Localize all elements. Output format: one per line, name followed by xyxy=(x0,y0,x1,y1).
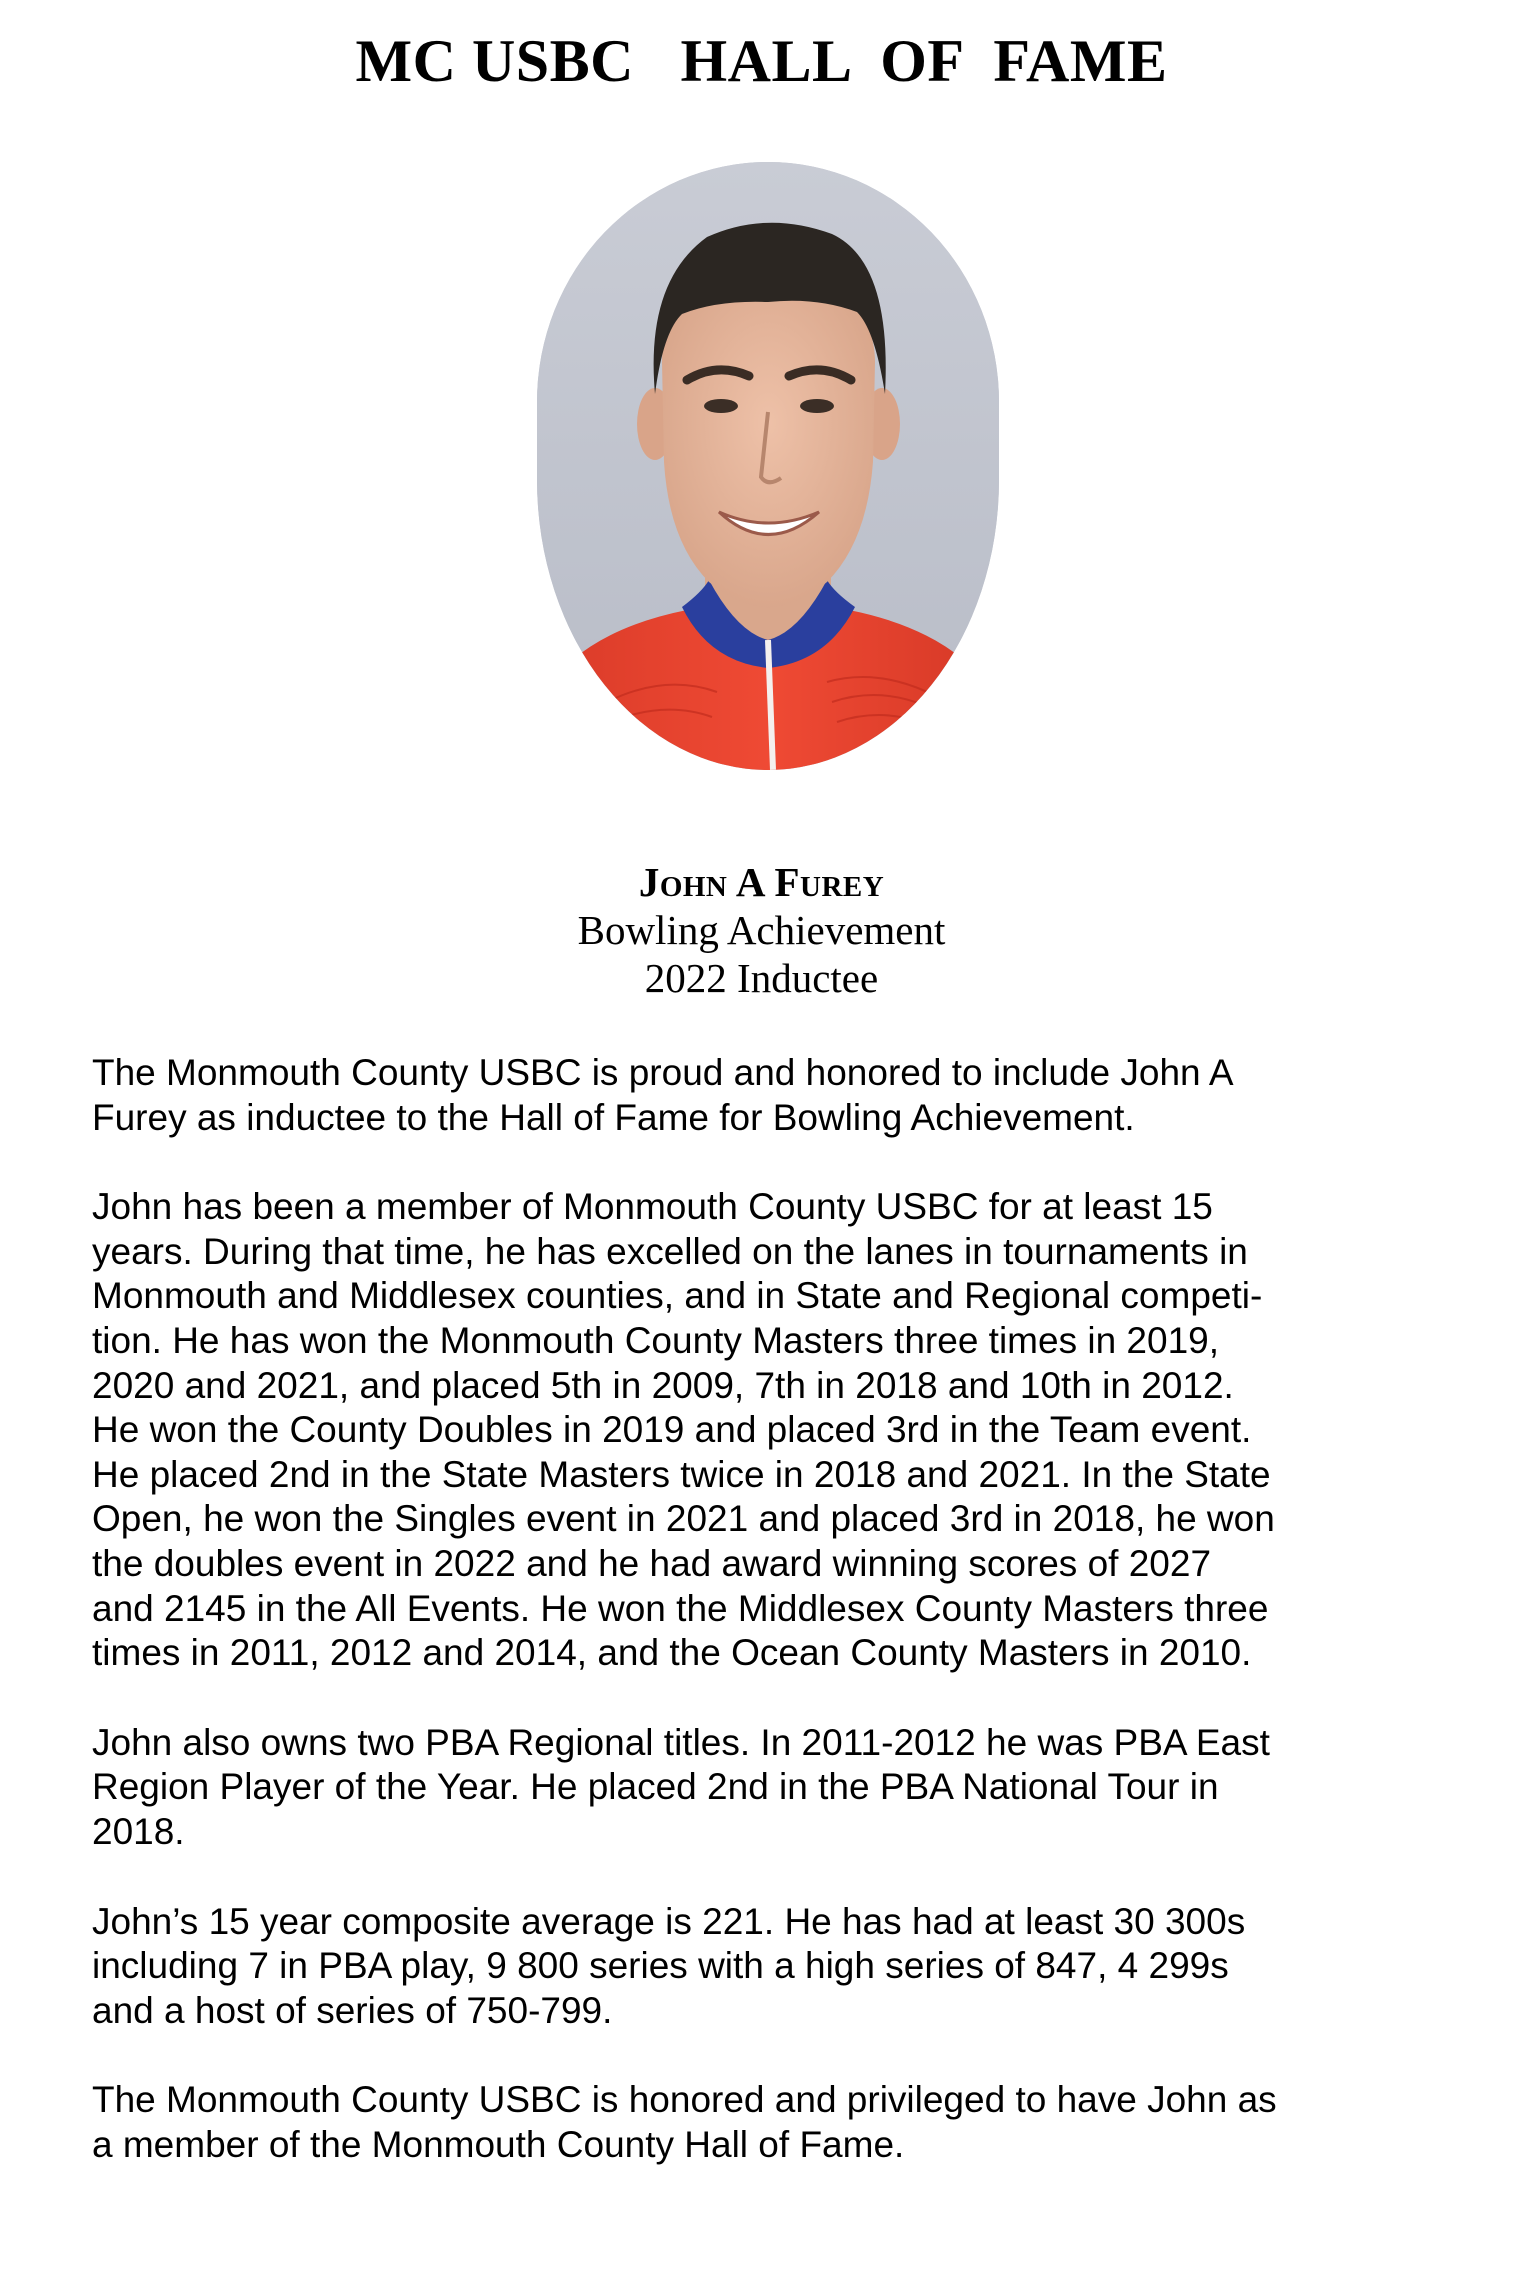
bio-paragraph-stats xyxy=(92,1900,1447,2034)
portrait-eye-left xyxy=(704,399,738,413)
portrait-face xyxy=(662,272,875,608)
biography xyxy=(92,1051,1447,2212)
bio-paragraph-closing xyxy=(92,2078,1447,2167)
bio-line: Open, he won the Singles event in 2021 and placed 3rd in 2018, he won xyxy=(92,1498,1275,1540)
inductee-portrait xyxy=(537,162,999,770)
bio-line: and 2145 in the All Events. He won the Middlesex County Masters three xyxy=(92,1587,1269,1629)
bio-line: John has been a member of Monmouth County USBC for at least 15 xyxy=(92,1186,1213,1228)
bio-line: times in 2011, 2012 and 2014, and the Ocean County Masters in 2010. xyxy=(92,1632,1252,1674)
bio-line: the doubles event in 2022 and he had award winning scores of 2027 xyxy=(92,1542,1212,1584)
inductee-year: 2022 Inductee xyxy=(644,955,879,1001)
bio-paragraph-pba xyxy=(92,1721,1447,1855)
bio-line: He placed 2nd in the State Masters twice in 2018 and 2021. In the State xyxy=(92,1453,1271,1495)
bio-line: John also owns two PBA Regional titles. In 2011-2012 he was PBA East xyxy=(92,1721,1270,1763)
inductee-name: John A Furey xyxy=(638,859,885,905)
bio-line: John’s 15 year composite average is 221. He has had at least 30 300s xyxy=(92,1900,1246,1942)
bio-line: The Monmouth County USBC is proud and honored to include John A xyxy=(92,1052,1234,1093)
portrait-eye-right xyxy=(800,399,834,413)
inductee-header xyxy=(0,858,1523,1002)
bio-line: Region Player of the Year. He placed 2nd in the PBA National Tour in xyxy=(92,1766,1219,1808)
bio-line: 2020 and 2021, and placed 5th in 2009, 7th in 2018 and 10th in 2012. xyxy=(92,1364,1234,1406)
bio-line: years. During that time, he has excelled on the lanes in tournaments in xyxy=(92,1230,1248,1272)
bio-paragraph-achievements xyxy=(92,1185,1447,1676)
bio-line: including 7 in PBA play, 9 800 series with a high series of 847, 4 299s xyxy=(92,1945,1229,1987)
bio-line: 2018. xyxy=(92,1810,185,1852)
page-title: MC USBC HALL OF FAME xyxy=(355,28,1168,94)
bio-line: and a host of series of 750-799. xyxy=(92,1989,613,2031)
bio-line: a member of the Monmouth County Hall of Fame. xyxy=(92,2123,905,2165)
portrait-illustration xyxy=(537,162,999,770)
inductee-category: Bowling Achievement xyxy=(577,907,946,953)
bio-line: Furey as inductee to the Hall of Fame for Bowling Achievement. xyxy=(92,1096,1135,1138)
bio-line: He won the County Doubles in 2019 and placed 3rd in the Team event. xyxy=(92,1409,1252,1451)
bio-line: The Monmouth County USBC is honored and privileged to have John as xyxy=(92,2079,1277,2121)
bio-paragraph-intro xyxy=(92,1051,1447,1140)
bio-line: tion. He has won the Monmouth County Masters three times in 2019, xyxy=(92,1319,1220,1361)
bio-line: Monmouth and Middlesex counties, and in State and Regional competi- xyxy=(92,1275,1263,1317)
